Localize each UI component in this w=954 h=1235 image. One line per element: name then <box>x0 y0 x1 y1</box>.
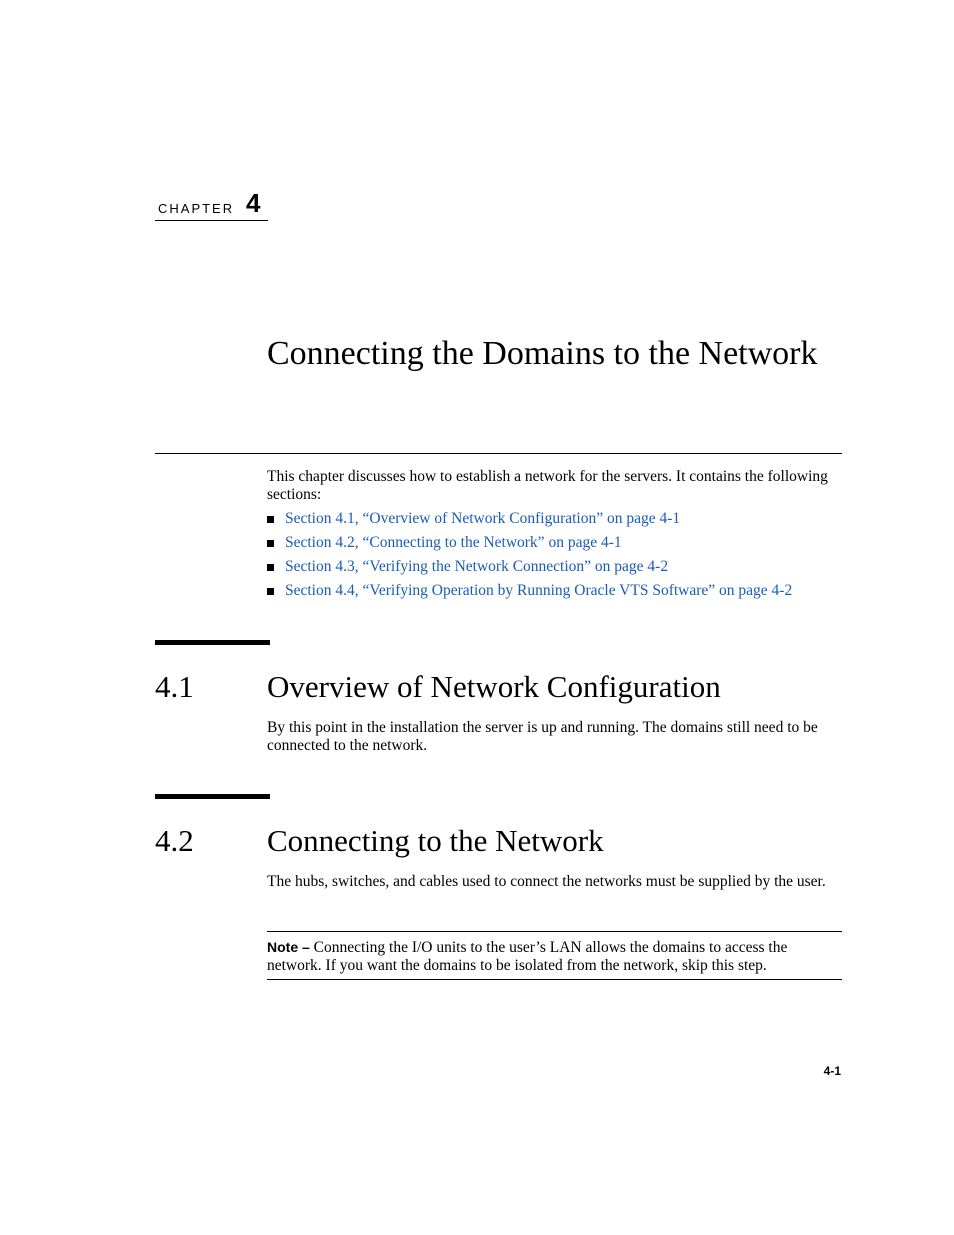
list-item <box>267 534 843 558</box>
intro-paragraph: This chapter discusses how to establish a network for the servers. It contains the following sections: <box>267 468 828 503</box>
section-divider <box>155 640 270 645</box>
section-heading-4-2 <box>155 821 842 861</box>
section-paragraph: By this point in the installation the server is up and running. The domains still need to be connected to the network. <box>267 719 818 754</box>
section-link-list <box>267 510 843 606</box>
note-paragraph <box>267 938 842 975</box>
link-section-4-2[interactable]: Section 4.2, “Connecting to the Network” on page 4-1 <box>285 534 622 551</box>
link-section-4-1[interactable]: Section 4.1, “Overview of Network Configuration” on page 4-1 <box>285 510 681 527</box>
bullet-square-icon <box>267 564 274 571</box>
link-section-4-3[interactable]: Section 4.3, “Verifying the Network Connection” on page 4-2 <box>285 558 669 575</box>
bullet-square-icon <box>267 540 274 547</box>
chapter-word: CHAPTER <box>158 201 235 216</box>
page-number: 4-1 <box>823 1064 841 1078</box>
note-box <box>267 931 842 980</box>
title-divider <box>155 453 842 454</box>
list-item <box>267 510 843 534</box>
bullet-square-icon <box>267 588 274 595</box>
chapter-title: Connecting the Domains to the Network <box>267 335 818 372</box>
chapter-number: 4 <box>246 188 261 218</box>
section-divider <box>155 794 270 799</box>
chapter-label <box>155 190 268 221</box>
section-title: Overview of Network Configuration <box>267 669 721 704</box>
list-item <box>267 582 843 606</box>
section-number: 4.2 <box>155 823 194 858</box>
note-label: Note – <box>267 939 310 955</box>
section-number: 4.1 <box>155 669 194 704</box>
section-heading-4-1 <box>155 667 842 707</box>
section-paragraph: The hubs, switches, and cables used to connect the networks must be supplied by the user. <box>267 873 826 890</box>
note-text: Connecting the I/O units to the user’s LAN allows the domains to access the network. If you want the domains to be isolated from the network, skip this step. <box>267 939 788 974</box>
list-item <box>267 558 843 582</box>
link-section-4-4[interactable]: Section 4.4, “Verifying Operation by Running Oracle VTS Software” on page 4-2 <box>285 582 793 599</box>
bullet-square-icon <box>267 516 274 523</box>
section-title: Connecting to the Network <box>267 823 604 858</box>
